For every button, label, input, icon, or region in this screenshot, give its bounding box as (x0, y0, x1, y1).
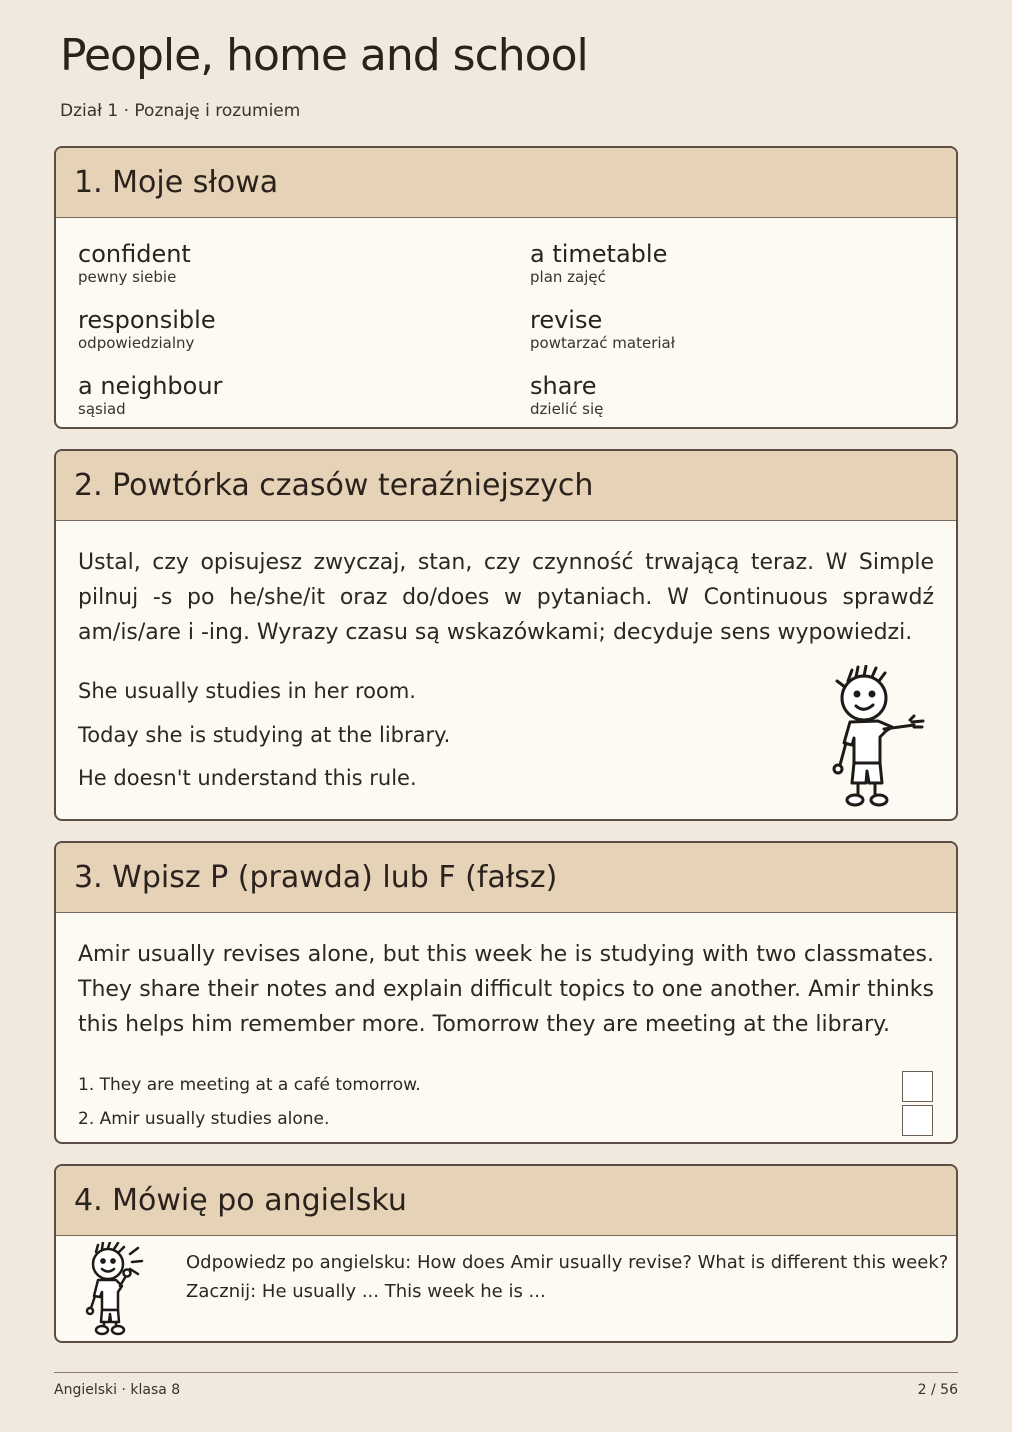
vocab-item (530, 372, 603, 418)
reading-text: Amir usually revises alone, but this week he is studying with two classmates. They share their notes and explain difficult topics to one another. Amir thinks this helps him remember more. Tomorrow they are meeting at the library. (78, 942, 934, 1037)
section-heading: 2. Powtórka czasów teraźniejszych (56, 451, 956, 521)
example-sentence: Today she is studying at the library. (78, 723, 451, 747)
grammar-explanation: Ustal, czy opisujesz zwyczaj, stan, czy czynność trwającą teraz. W Simple pilnuj -s po he/she/it oraz do/does w pytaniach. W Continuous sprawdź am/is/are i -ing. Wyrazy czasu są wskazówkami; decyduje sens wypowiedzi. (78, 550, 934, 645)
page-number: 2 / 56 (917, 1382, 958, 1398)
pointing-boy-illustration (822, 665, 932, 810)
answer-box[interactable] (902, 1105, 933, 1136)
section-heading: 1. Moje słowa (56, 148, 956, 218)
vocab-word: share (530, 372, 597, 400)
vocab-word: a timetable (530, 240, 668, 268)
vocab-translation: dzielić się (530, 400, 604, 418)
statement: 2. Amir usually studies alone. (78, 1109, 330, 1129)
talking-boy-illustration (80, 1242, 160, 1338)
true-false-card (54, 841, 958, 1144)
vocab-item (530, 240, 667, 286)
vocab-item (530, 306, 675, 352)
vocab-item (78, 372, 222, 418)
grammar-card (54, 449, 958, 821)
page-title: People, home and school (60, 30, 588, 81)
vocab-translation: pewny siebie (78, 268, 177, 286)
vocab-translation: sąsiad (78, 400, 126, 418)
section-heading: 4. Mówię po angielsku (56, 1166, 956, 1236)
footer-course: Angielski · klasa 8 (54, 1382, 181, 1398)
section-heading: 3. Wpisz P (prawda) lub F (fałsz) (56, 843, 956, 913)
example-sentence: She usually studies in her room. (78, 679, 416, 703)
vocab-translation: odpowiedzialny (78, 334, 195, 352)
vocab-item (78, 306, 216, 352)
statement: 1. They are meeting at a café tomorrow. (78, 1075, 421, 1095)
footer-divider (54, 1372, 958, 1373)
page-subtitle: Dział 1 · Poznaję i rozumiem (60, 101, 301, 121)
vocabulary-card (54, 146, 958, 429)
vocab-translation: powtarzać materiał (530, 334, 675, 352)
vocab-word: responsible (78, 306, 216, 334)
answer-box[interactable] (902, 1071, 933, 1102)
speaking-starter: Zacznij: He usually ... This week he is ... (186, 1281, 546, 1302)
example-sentence: He doesn't understand this rule. (78, 766, 417, 790)
vocab-word: a neighbour (78, 372, 223, 400)
speaking-card (54, 1164, 958, 1343)
vocab-word: revise (530, 306, 603, 334)
speaking-instruction: Odpowiedz po angielsku: How does Amir usually revise? What is different this week? (186, 1252, 949, 1273)
vocab-translation: plan zajęć (530, 268, 606, 286)
vocab-item (78, 240, 191, 286)
vocab-word: confident (78, 240, 191, 268)
